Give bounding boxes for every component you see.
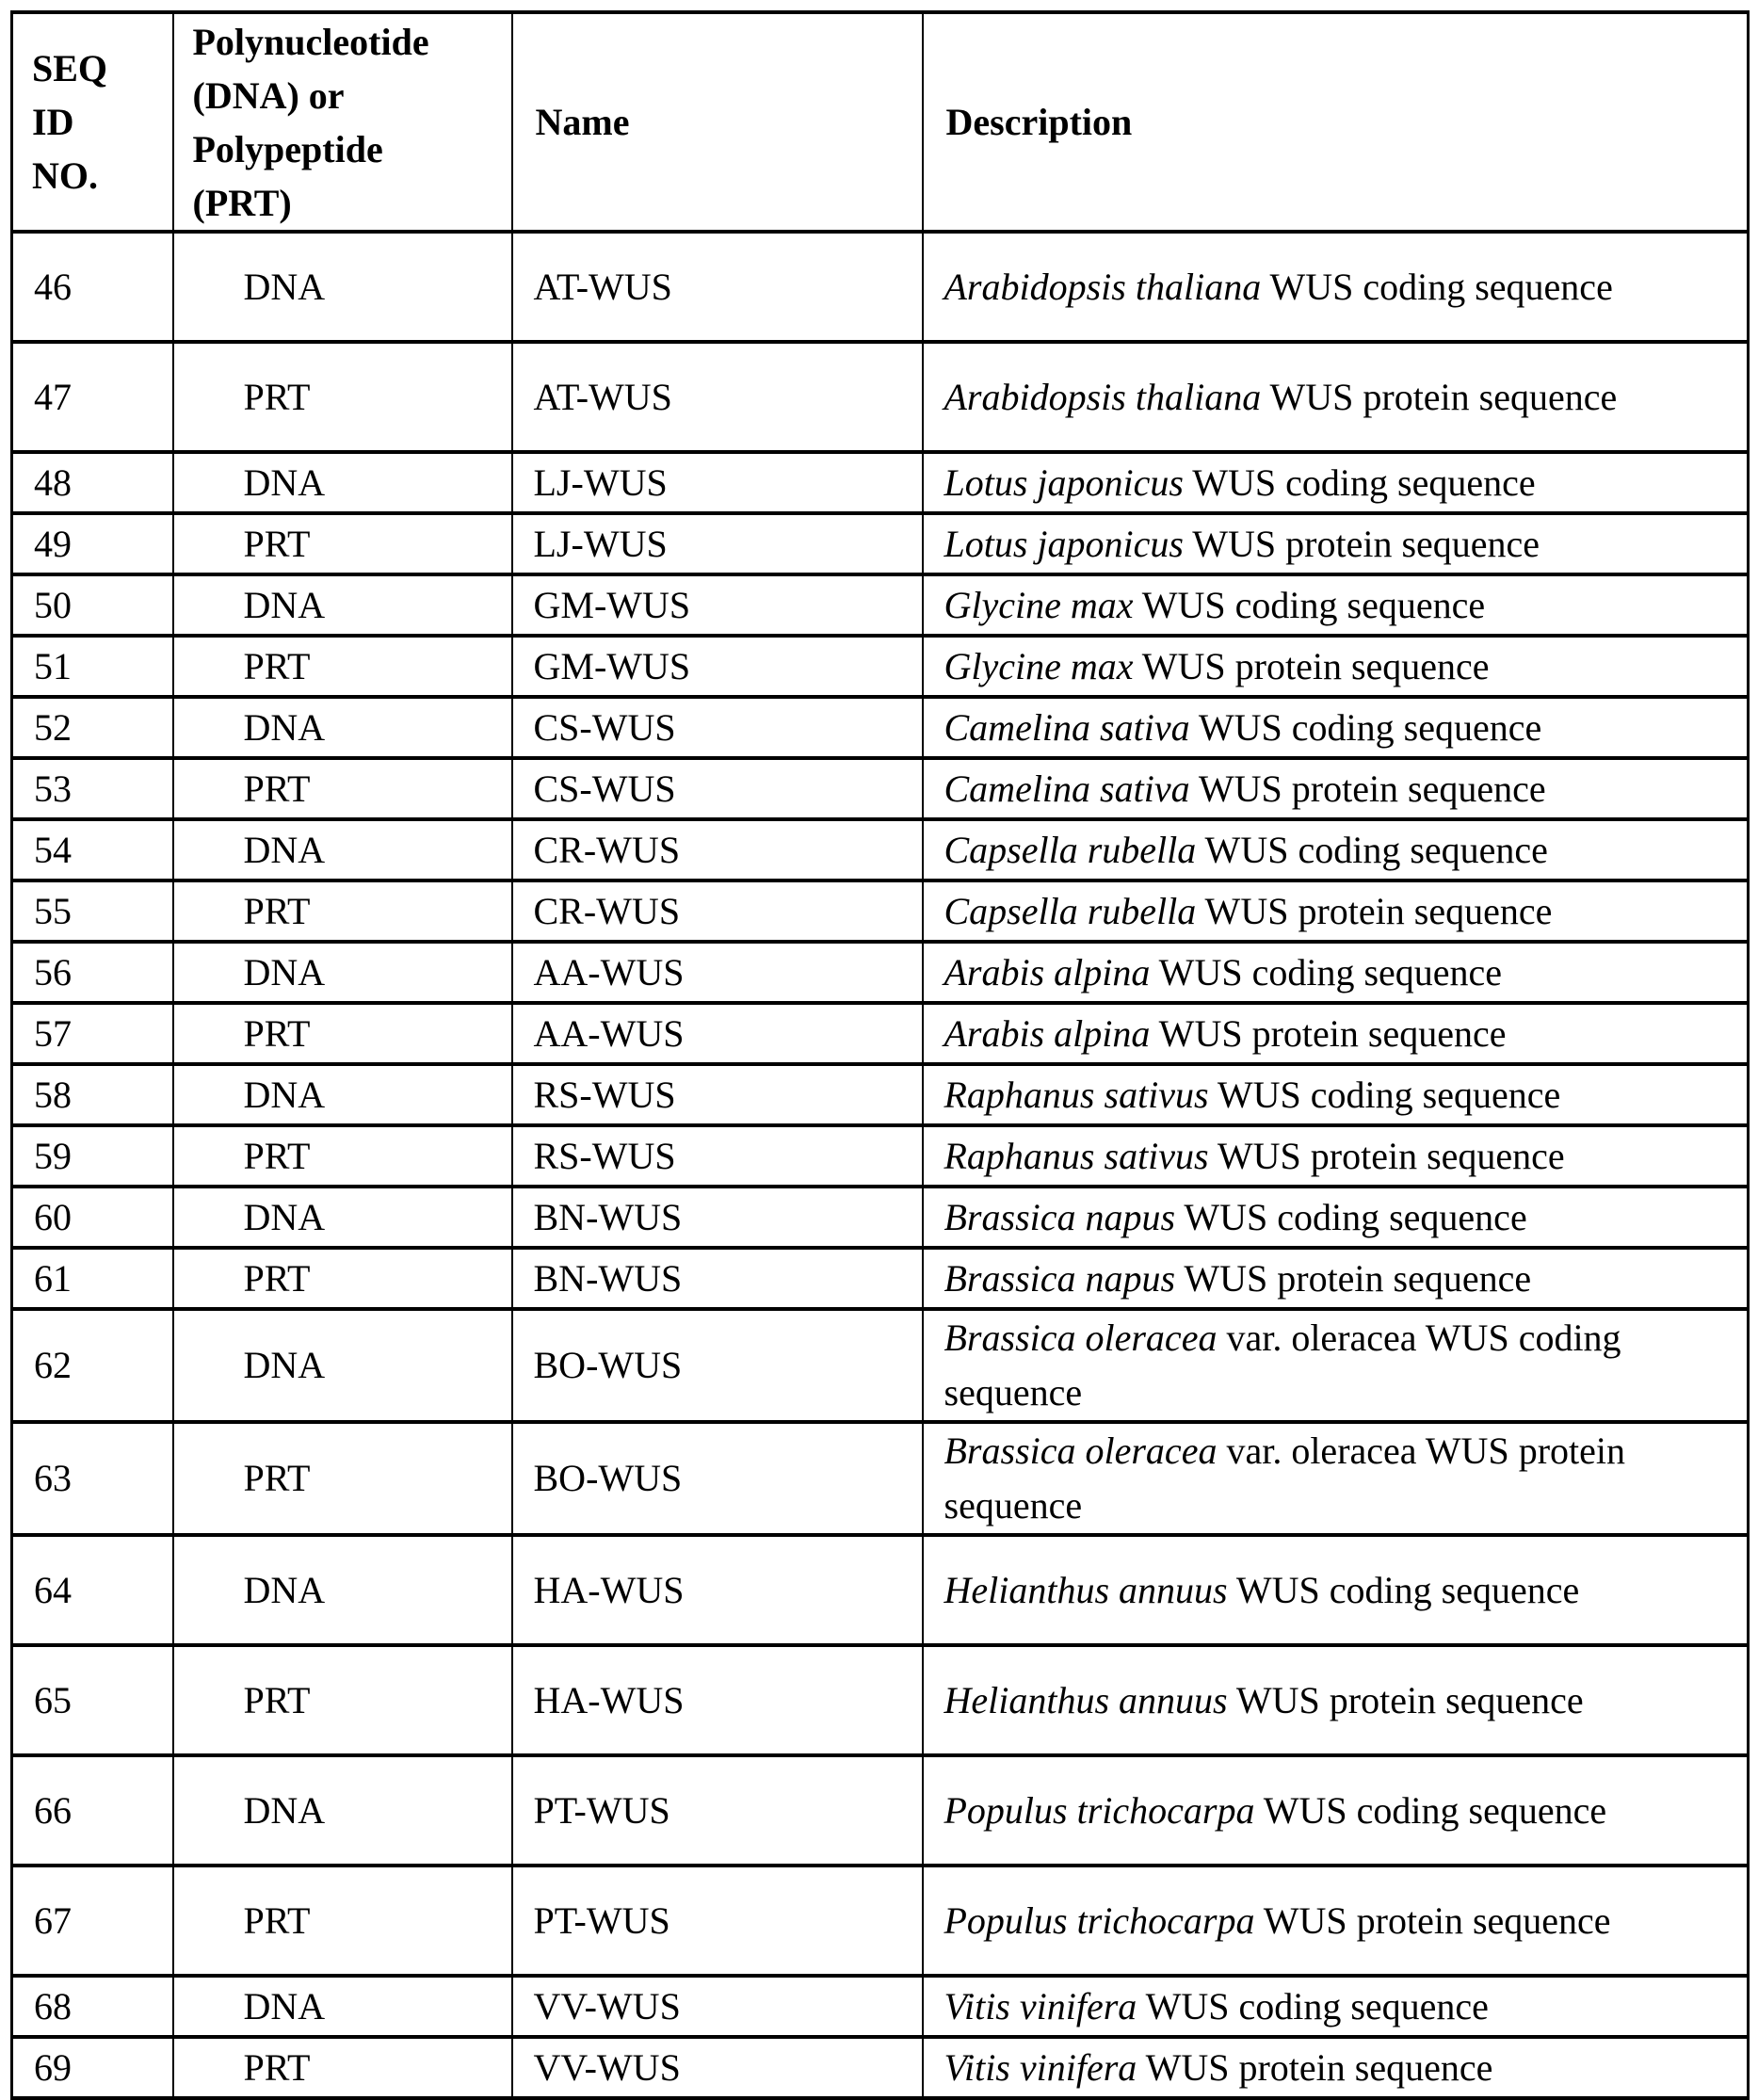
type-cell — [173, 232, 512, 342]
name-cell — [512, 1645, 923, 1755]
seq-id-value: 61 — [34, 1256, 72, 1300]
description-text: WUS coding sequence — [1254, 1788, 1607, 1832]
name-value: BN-WUS — [533, 1195, 683, 1238]
description-text: WUS protein sequence — [1150, 1011, 1507, 1055]
table-row — [12, 1187, 1749, 1248]
name-value: LJ-WUS — [533, 460, 668, 504]
table-row — [12, 1755, 1749, 1866]
description-value — [924, 1068, 1748, 1123]
seq-id-cell — [12, 1064, 173, 1125]
type-value: PRT — [243, 644, 311, 687]
seq-id-cell — [12, 880, 173, 942]
type-value: PRT — [243, 1011, 311, 1055]
name-cell — [512, 1309, 923, 1422]
table-row — [12, 342, 1749, 452]
description-text: var. oleracea WUS coding sequence — [944, 1317, 1621, 1413]
seq-id-cell — [12, 342, 173, 452]
type-value: PRT — [243, 1457, 311, 1499]
seq-id-cell — [12, 758, 173, 819]
table-row — [12, 636, 1749, 697]
seq-id-value: 65 — [34, 1678, 72, 1721]
header-seq-id-line: NO. — [32, 154, 98, 197]
description-value — [924, 1252, 1748, 1306]
description-text: WUS protein sequence — [1196, 889, 1553, 932]
seq-id-value: 69 — [34, 2045, 72, 2089]
description-text: WUS protein sequence — [1189, 767, 1546, 810]
type-value: PRT — [243, 522, 311, 565]
table-row — [12, 1248, 1749, 1309]
species-name: Arabis alpina — [944, 950, 1151, 993]
seq-id-cell — [12, 1187, 173, 1248]
species-name: Brassica napus — [944, 1195, 1176, 1238]
seq-id-value: 67 — [34, 1898, 72, 1942]
species-name: Helianthus annuus — [944, 1568, 1228, 1611]
seq-id-value: 49 — [34, 522, 72, 565]
description-value — [924, 884, 1748, 939]
type-cell — [173, 1003, 512, 1064]
description-text: WUS coding sequence — [1183, 460, 1536, 504]
description-text: WUS coding sequence — [1261, 265, 1613, 308]
description-text: WUS protein sequence — [1175, 1256, 1532, 1300]
description-cell — [923, 1248, 1749, 1309]
species-name: Populus trichocarpa — [944, 1788, 1255, 1832]
header-seq-id-line: ID — [32, 101, 74, 143]
name-cell — [512, 1064, 923, 1125]
description-cell — [923, 1866, 1749, 1976]
header-type — [173, 12, 512, 232]
name-cell — [512, 942, 923, 1003]
type-value: PRT — [243, 1898, 311, 1942]
description-text: WUS coding sequence — [1208, 1073, 1561, 1116]
type-cell — [173, 758, 512, 819]
seq-id-cell — [12, 1976, 173, 2037]
seq-id-value: 51 — [34, 644, 72, 687]
name-value: BO-WUS — [533, 1457, 683, 1499]
description-cell — [923, 342, 1749, 452]
seq-id-cell — [12, 1309, 173, 1422]
table-row — [12, 452, 1749, 513]
name-value: HA-WUS — [533, 1568, 685, 1611]
type-cell — [173, 1976, 512, 2037]
description-text: WUS coding sequence — [1150, 950, 1503, 993]
type-value: DNA — [243, 950, 326, 993]
seq-id-value: 55 — [34, 889, 72, 932]
description-cell — [923, 1422, 1749, 1535]
header-seq-id — [12, 12, 173, 232]
description-value — [924, 1979, 1748, 2034]
name-value: HA-WUS — [533, 1678, 685, 1721]
type-cell — [173, 1125, 512, 1187]
table-row — [12, 1003, 1749, 1064]
type-cell — [173, 513, 512, 574]
name-value: CR-WUS — [533, 889, 681, 932]
seq-id-value: 54 — [34, 828, 72, 871]
name-cell — [512, 1125, 923, 1187]
description-value — [924, 1784, 1748, 1838]
description-text: WUS protein sequence — [1208, 1134, 1565, 1177]
description-value — [924, 1563, 1748, 1618]
species-name: Populus trichocarpa — [944, 1898, 1255, 1942]
type-cell — [173, 942, 512, 1003]
seq-id-value: 62 — [34, 1344, 72, 1386]
species-name: Lotus japonicus — [944, 522, 1184, 565]
seq-id-cell — [12, 513, 173, 574]
table-row — [12, 1125, 1749, 1187]
description-value — [924, 1311, 1748, 1420]
name-cell — [512, 819, 923, 880]
description-cell — [923, 819, 1749, 880]
species-name: Raphanus sativus — [944, 1134, 1209, 1177]
type-value: DNA — [243, 1073, 326, 1116]
type-value: PRT — [243, 375, 311, 418]
description-cell — [923, 942, 1749, 1003]
species-name: Arabidopsis thaliana — [944, 265, 1262, 308]
seq-id-value: 64 — [34, 1568, 72, 1611]
species-name: Helianthus annuus — [944, 1678, 1228, 1721]
type-cell — [173, 697, 512, 758]
table-row — [12, 513, 1749, 574]
seq-id-value: 66 — [34, 1788, 72, 1832]
name-value: AT-WUS — [533, 265, 672, 308]
name-cell — [512, 1976, 923, 2037]
seq-id-cell — [12, 1645, 173, 1755]
name-cell — [512, 1187, 923, 1248]
name-value: CR-WUS — [533, 828, 681, 871]
type-value: PRT — [243, 889, 311, 932]
name-value: AA-WUS — [533, 950, 685, 993]
description-text: WUS protein sequence — [1183, 522, 1540, 565]
name-value: BO-WUS — [533, 1344, 683, 1386]
seq-id-cell — [12, 1248, 173, 1309]
description-value — [924, 945, 1748, 1000]
description-text: WUS protein sequence — [1227, 1678, 1584, 1721]
type-value: DNA — [243, 828, 326, 871]
seq-id-value: 50 — [34, 583, 72, 626]
name-cell — [512, 574, 923, 636]
seq-id-cell — [12, 819, 173, 880]
table-header — [12, 12, 1749, 232]
seq-id-cell — [12, 452, 173, 513]
seq-id-cell — [12, 232, 173, 342]
type-cell — [173, 636, 512, 697]
name-value: GM-WUS — [533, 644, 691, 687]
name-cell — [512, 758, 923, 819]
seq-id-cell — [12, 697, 173, 758]
description-cell — [923, 1125, 1749, 1187]
seq-id-value: 58 — [34, 1073, 72, 1116]
description-text: WUS coding sequence — [1175, 1195, 1527, 1238]
table-row — [12, 1976, 1749, 2037]
type-value: DNA — [243, 1788, 326, 1832]
table-row — [12, 574, 1749, 636]
description-cell — [923, 1003, 1749, 1064]
description-value — [924, 639, 1748, 694]
name-cell — [512, 1866, 923, 1976]
header-description-label: Description — [945, 101, 1133, 143]
header-type-line: (PRT) — [192, 181, 292, 224]
table-row — [12, 1064, 1749, 1125]
header-description — [923, 12, 1749, 232]
name-cell — [512, 697, 923, 758]
name-value: VV-WUS — [533, 1984, 681, 2027]
species-name: Glycine max — [944, 583, 1134, 626]
name-value: GM-WUS — [533, 583, 691, 626]
description-cell — [923, 513, 1749, 574]
type-value: PRT — [243, 1678, 311, 1721]
name-cell — [512, 1422, 923, 1535]
type-value: PRT — [243, 1256, 311, 1300]
species-name: Vitis vinifera — [944, 1984, 1137, 2027]
name-cell — [512, 513, 923, 574]
seq-id-cell — [12, 1755, 173, 1866]
description-value — [924, 1129, 1748, 1184]
header-row — [12, 12, 1749, 232]
description-cell — [923, 1187, 1749, 1248]
type-cell — [173, 1535, 512, 1645]
species-name: Raphanus sativus — [944, 1073, 1209, 1116]
seq-id-value: 63 — [34, 1457, 72, 1499]
type-cell — [173, 1422, 512, 1535]
type-cell — [173, 819, 512, 880]
name-value: AT-WUS — [533, 375, 672, 418]
description-value — [924, 1424, 1748, 1533]
species-name: Vitis vinifera — [944, 2045, 1137, 2089]
description-value — [924, 260, 1748, 315]
name-cell — [512, 880, 923, 942]
type-value: DNA — [243, 265, 326, 308]
seq-id-cell — [12, 1535, 173, 1645]
description-value — [924, 823, 1748, 878]
name-value: PT-WUS — [533, 1788, 670, 1832]
seq-id-value: 68 — [34, 1984, 72, 2027]
seq-id-cell — [12, 1422, 173, 1535]
description-text: WUS protein sequence — [1261, 375, 1618, 418]
name-cell — [512, 1755, 923, 1866]
description-text: var. oleracea WUS protein sequence — [944, 1430, 1625, 1527]
name-cell — [512, 636, 923, 697]
species-name: Lotus japonicus — [944, 460, 1184, 504]
description-cell — [923, 758, 1749, 819]
description-cell — [923, 2037, 1749, 2098]
description-value — [924, 456, 1748, 510]
name-value: RS-WUS — [533, 1134, 676, 1177]
description-value — [924, 1007, 1748, 1061]
table-row — [12, 1645, 1749, 1755]
type-value: DNA — [243, 1195, 326, 1238]
description-value — [924, 2041, 1748, 2095]
description-cell — [923, 1064, 1749, 1125]
table-row — [12, 942, 1749, 1003]
name-cell — [512, 232, 923, 342]
name-cell — [512, 2037, 923, 2098]
header-name — [512, 12, 923, 232]
seq-id-value: 60 — [34, 1195, 72, 1238]
table-row — [12, 2037, 1749, 2098]
description-cell — [923, 1645, 1749, 1755]
table-row — [12, 880, 1749, 942]
description-cell — [923, 880, 1749, 942]
description-text: WUS coding sequence — [1196, 828, 1548, 871]
species-name: Camelina sativa — [944, 767, 1190, 810]
species-name: Brassica napus — [944, 1256, 1176, 1300]
description-text: WUS protein sequence — [1254, 1898, 1611, 1942]
seq-id-value: 57 — [34, 1011, 72, 1055]
species-name: Arabis alpina — [944, 1011, 1151, 1055]
name-cell — [512, 1248, 923, 1309]
description-cell — [923, 636, 1749, 697]
name-value: BN-WUS — [533, 1256, 683, 1300]
name-cell — [512, 1003, 923, 1064]
seq-id-value: 53 — [34, 767, 72, 810]
description-cell — [923, 232, 1749, 342]
header-name-label: Name — [535, 101, 630, 143]
type-value: DNA — [243, 705, 326, 749]
description-text: WUS protein sequence — [1133, 644, 1490, 687]
description-cell — [923, 697, 1749, 758]
type-cell — [173, 1866, 512, 1976]
seq-id-value: 59 — [34, 1134, 72, 1177]
type-cell — [173, 2037, 512, 2098]
description-cell — [923, 1976, 1749, 2037]
table-row — [12, 819, 1749, 880]
table-row — [12, 1866, 1749, 1976]
seq-id-value: 56 — [34, 950, 72, 993]
description-cell — [923, 452, 1749, 513]
name-value: VV-WUS — [533, 2045, 681, 2089]
species-name: Arabidopsis thaliana — [944, 375, 1262, 418]
description-value — [924, 370, 1748, 425]
description-text: WUS protein sequence — [1137, 2045, 1493, 2089]
name-value: CS-WUS — [533, 767, 676, 810]
name-value: LJ-WUS — [533, 522, 668, 565]
type-value: DNA — [243, 583, 326, 626]
species-name: Glycine max — [944, 644, 1134, 687]
description-value — [924, 517, 1748, 572]
name-cell — [512, 342, 923, 452]
type-value: PRT — [243, 2045, 311, 2089]
seq-id-cell — [12, 636, 173, 697]
description-cell — [923, 574, 1749, 636]
description-value — [924, 1190, 1748, 1245]
type-cell — [173, 1645, 512, 1755]
type-value: DNA — [243, 1344, 326, 1386]
type-value: DNA — [243, 1568, 326, 1611]
type-cell — [173, 1064, 512, 1125]
table-row — [12, 232, 1749, 342]
table-row — [12, 697, 1749, 758]
species-name: Brassica oleracea — [944, 1430, 1218, 1472]
table-row — [12, 1309, 1749, 1422]
seq-id-value: 47 — [34, 375, 72, 418]
type-value: PRT — [243, 767, 311, 810]
name-cell — [512, 1535, 923, 1645]
table-row — [12, 1422, 1749, 1535]
description-value — [924, 1673, 1748, 1728]
description-text: WUS coding sequence — [1227, 1568, 1580, 1611]
type-value: PRT — [243, 1134, 311, 1177]
seq-id-cell — [12, 2037, 173, 2098]
type-value: DNA — [243, 460, 326, 504]
type-cell — [173, 342, 512, 452]
description-value — [924, 762, 1748, 816]
description-cell — [923, 1309, 1749, 1422]
description-value — [924, 701, 1748, 755]
description-cell — [923, 1535, 1749, 1645]
seq-id-value: 46 — [34, 265, 72, 308]
description-text: WUS coding sequence — [1133, 583, 1486, 626]
species-name: Capsella rubella — [944, 889, 1197, 932]
header-type-line: Polypeptide — [192, 127, 383, 170]
description-cell — [923, 1755, 1749, 1866]
type-cell — [173, 880, 512, 942]
description-text: WUS coding sequence — [1189, 705, 1542, 749]
type-cell — [173, 1309, 512, 1422]
type-cell — [173, 574, 512, 636]
description-value — [924, 578, 1748, 633]
seq-id-cell — [12, 574, 173, 636]
seq-id-cell — [12, 1866, 173, 1976]
description-value — [924, 1894, 1748, 1948]
description-text: WUS coding sequence — [1137, 1984, 1489, 2027]
seq-id-cell — [12, 942, 173, 1003]
species-name: Camelina sativa — [944, 705, 1190, 749]
table-row — [12, 758, 1749, 819]
seq-id-cell — [12, 1125, 173, 1187]
type-cell — [173, 1187, 512, 1248]
seq-id-value: 52 — [34, 705, 72, 749]
type-value: DNA — [243, 1984, 326, 2027]
species-name: Capsella rubella — [944, 828, 1197, 871]
table-row — [12, 1535, 1749, 1645]
header-type-line: Polynucleotide — [192, 20, 429, 63]
sequence-listing-table — [10, 10, 1750, 2100]
type-cell — [173, 452, 512, 513]
name-value: CS-WUS — [533, 705, 676, 749]
name-cell — [512, 452, 923, 513]
type-cell — [173, 1755, 512, 1866]
table-body — [12, 232, 1749, 2098]
species-name: Brassica oleracea — [944, 1317, 1218, 1359]
seq-id-value: 48 — [34, 460, 72, 504]
name-value: PT-WUS — [533, 1898, 670, 1942]
header-type-line: (DNA) or — [192, 73, 345, 117]
type-cell — [173, 1248, 512, 1309]
header-seq-id-line: SEQ — [32, 47, 108, 89]
name-value: RS-WUS — [533, 1073, 676, 1116]
seq-id-cell — [12, 1003, 173, 1064]
name-value: AA-WUS — [533, 1011, 685, 1055]
